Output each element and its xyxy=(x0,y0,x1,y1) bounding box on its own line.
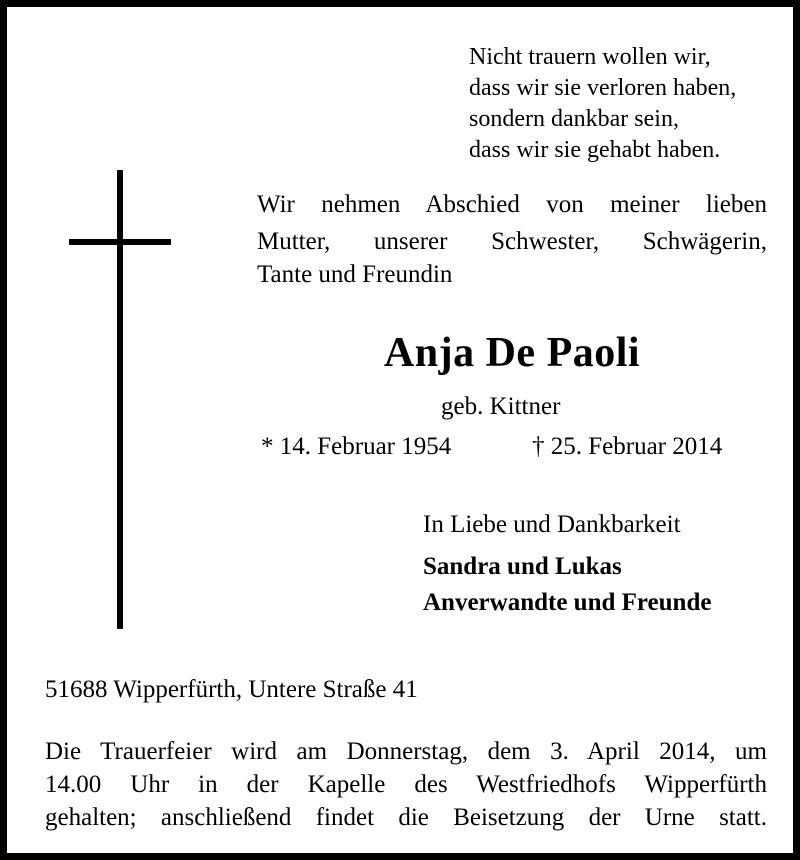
intro-line: Mutter, unserer Schwester, Schwägerin, xyxy=(257,228,767,255)
quote-line: dass wir sie gehabt haben. xyxy=(469,137,721,163)
address: 51688 Wipperfürth, Untere Straße 41 xyxy=(45,676,418,703)
birth-date: * 14. Februar 1954 xyxy=(261,433,452,460)
death-date: † 25. Februar 2014 xyxy=(532,433,723,460)
quote-line: Nicht trauern wollen wir, xyxy=(469,44,711,70)
ceremony-line: gehalten; anschließend findet die Beisetzung der Urne statt. xyxy=(45,804,767,831)
mourner-line: Anverwandte und Freunde xyxy=(423,589,712,616)
quote-line: dass wir sie verloren haben, xyxy=(469,75,737,101)
deceased-name: Anja De Paoli xyxy=(383,330,641,376)
ceremony-line: Die Trauerfeier wird am Donnerstag, dem 3. April 2014, um xyxy=(45,738,767,765)
closing-phrase: In Liebe und Dankbarkeit xyxy=(423,511,681,538)
intro-line: Tante und Freundin xyxy=(257,261,453,288)
cross-horizontal-bar xyxy=(69,239,171,245)
ceremony-line: 14.00 Uhr in der Kapelle des Westfriedhofs Wipperfürth xyxy=(45,771,767,798)
intro-line: Wir nehmen Abschied von meiner lieben xyxy=(257,191,767,218)
quote-line: sondern dankbar sein, xyxy=(469,106,679,132)
mourner-line: Sandra und Lukas xyxy=(423,553,622,580)
maiden-name: geb. Kittner xyxy=(441,393,561,420)
